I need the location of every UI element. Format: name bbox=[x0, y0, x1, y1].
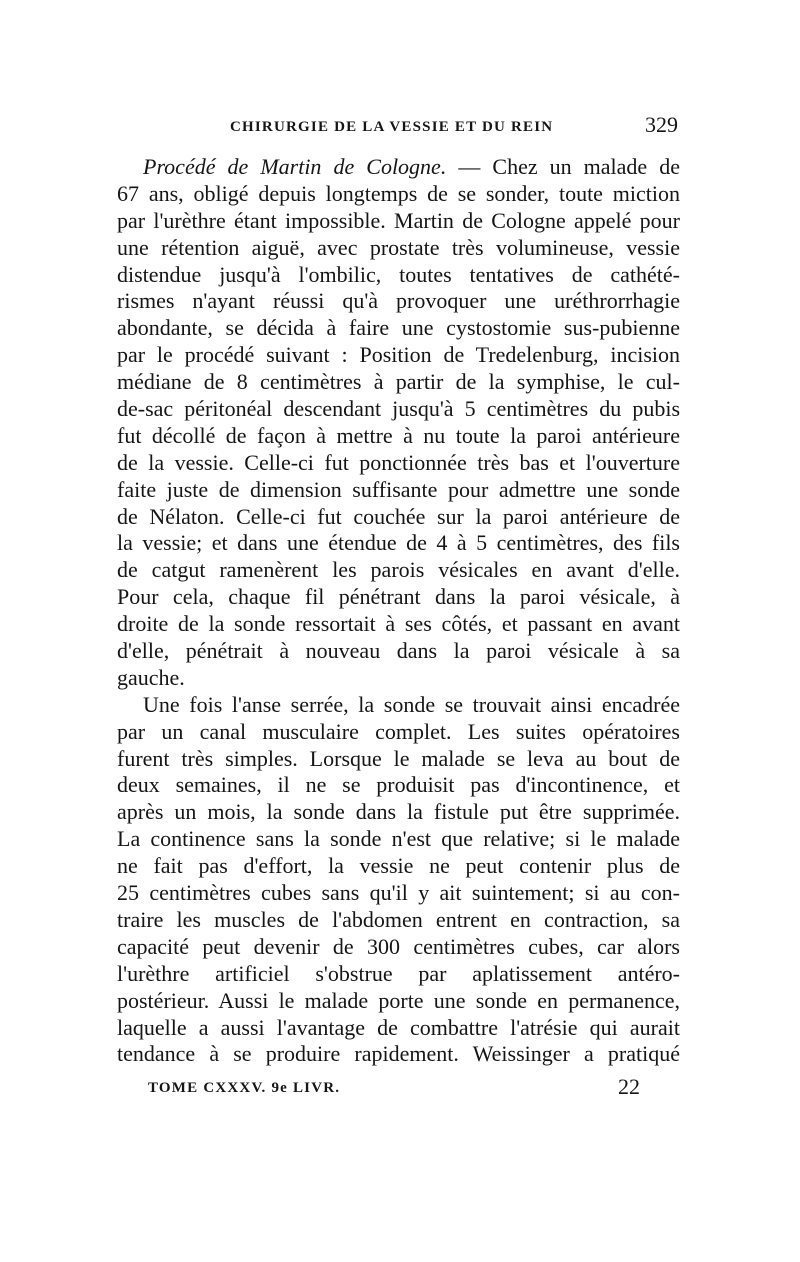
text-line: Une fois l'anse serrée, la sonde se trouvait ainsi encadrée bbox=[143, 691, 680, 717]
text-line: deux semaines, il ne se produisit pas d'incontinence, et bbox=[117, 772, 680, 798]
text-line: rismes n'ayant réussi qu'à provoquer une uréthrorrhagie bbox=[117, 288, 680, 314]
text-line: par le procédé suivant : Position de Tredelenburg, incision bbox=[117, 342, 680, 368]
text-line: par un canal musculaire complet. Les suites opératoires bbox=[117, 718, 680, 744]
text-line: d'elle, pénétrait à nouveau dans la paroi vésicale à sa bbox=[117, 638, 680, 664]
text-line: après un mois, la sonde dans la fistule put être supprimée. bbox=[117, 799, 680, 825]
text-line: La continence sans la sonde n'est que relative; si le malade bbox=[117, 826, 680, 852]
text-line: traire les muscles de l'abdomen entrent en contraction, sa bbox=[117, 906, 680, 932]
text-line: postérieur. Aussi le malade porte une sonde en permanence, bbox=[117, 987, 680, 1013]
text-line: par l'urèthre étant impossible. Martin de Cologne appelé pour bbox=[117, 207, 680, 233]
text-line: ne fait pas d'effort, la vessie ne peut contenir plus de bbox=[117, 853, 680, 879]
page-number: 329 bbox=[645, 112, 678, 137]
signature-number: 22 bbox=[618, 1074, 640, 1099]
text-line: de catgut ramenèrent les parois vésicales en avant d'elle. bbox=[117, 557, 680, 583]
text-line: 25 centimètres cubes sans qu'il y ait suintement; si au con- bbox=[117, 880, 680, 906]
running-head bbox=[117, 112, 680, 142]
text-line: de la vessie. Celle-ci fut ponctionnée très bas et l'ouverture bbox=[117, 449, 680, 475]
page-footer bbox=[117, 1074, 680, 1104]
signature-mark: TOME CXXXV. 9e LIVR. bbox=[148, 1080, 341, 1096]
text-line: capacité peut devenir de 300 centimètres cubes, car alors bbox=[117, 933, 680, 959]
text-line: 67 ans, obligé depuis longtemps de se sonder, toute miction bbox=[117, 180, 680, 206]
section-heading-italic: Procédé de Martin de Cologne. bbox=[143, 154, 447, 179]
text-line: médiane de 8 centimètres à partir de la symphise, le cul- bbox=[117, 369, 680, 395]
text-line: de Nélaton. Celle-ci fut couchée sur la paroi antérieure de bbox=[117, 503, 680, 529]
body-text bbox=[117, 154, 680, 1068]
running-title: CHIRURGIE DE LA VESSIE ET DU REIN bbox=[230, 119, 554, 135]
text-line: laquelle a aussi l'avantage de combattre l'atrésie qui aurait bbox=[117, 1014, 680, 1040]
text-line: distendue jusqu'à l'ombilic, toutes tentatives de cathété- bbox=[117, 261, 680, 287]
text-line: gauche. bbox=[117, 664, 185, 690]
text-line: de-sac péritonéal descendant jusqu'à 5 centimètres du pubis bbox=[117, 396, 680, 422]
text-line: faite juste de dimension suffisante pour admettre une sonde bbox=[117, 476, 680, 502]
text-line: furent très simples. Lorsque le malade se leva au bout de bbox=[117, 745, 680, 771]
text-line: droite de la sonde ressortait à ses côtés, et passant en avant bbox=[117, 611, 680, 637]
text-line: Pour cela, chaque fil pénétrant dans la paroi vésicale, à bbox=[117, 584, 680, 610]
text-line: tendance à se produire rapidement. Weissinger a pratiqué bbox=[117, 1041, 680, 1067]
text-line: la vessie; et dans une étendue de 4 à 5 centimètres, des fils bbox=[117, 530, 680, 556]
text-line: l'urèthre artificiel s'obstrue par aplatissement antéro- bbox=[117, 960, 680, 986]
text-line: Procédé de Martin de Cologne. — Chez un malade de bbox=[143, 154, 680, 179]
text-line: fut décollé de façon à mettre à nu toute la paroi antérieure bbox=[117, 422, 680, 448]
text-line: abondante, se décida à faire une cystostomie sus-pubienne bbox=[117, 315, 680, 341]
text-line: une rétention aiguë, avec prostate très volumineuse, vessie bbox=[117, 234, 680, 260]
